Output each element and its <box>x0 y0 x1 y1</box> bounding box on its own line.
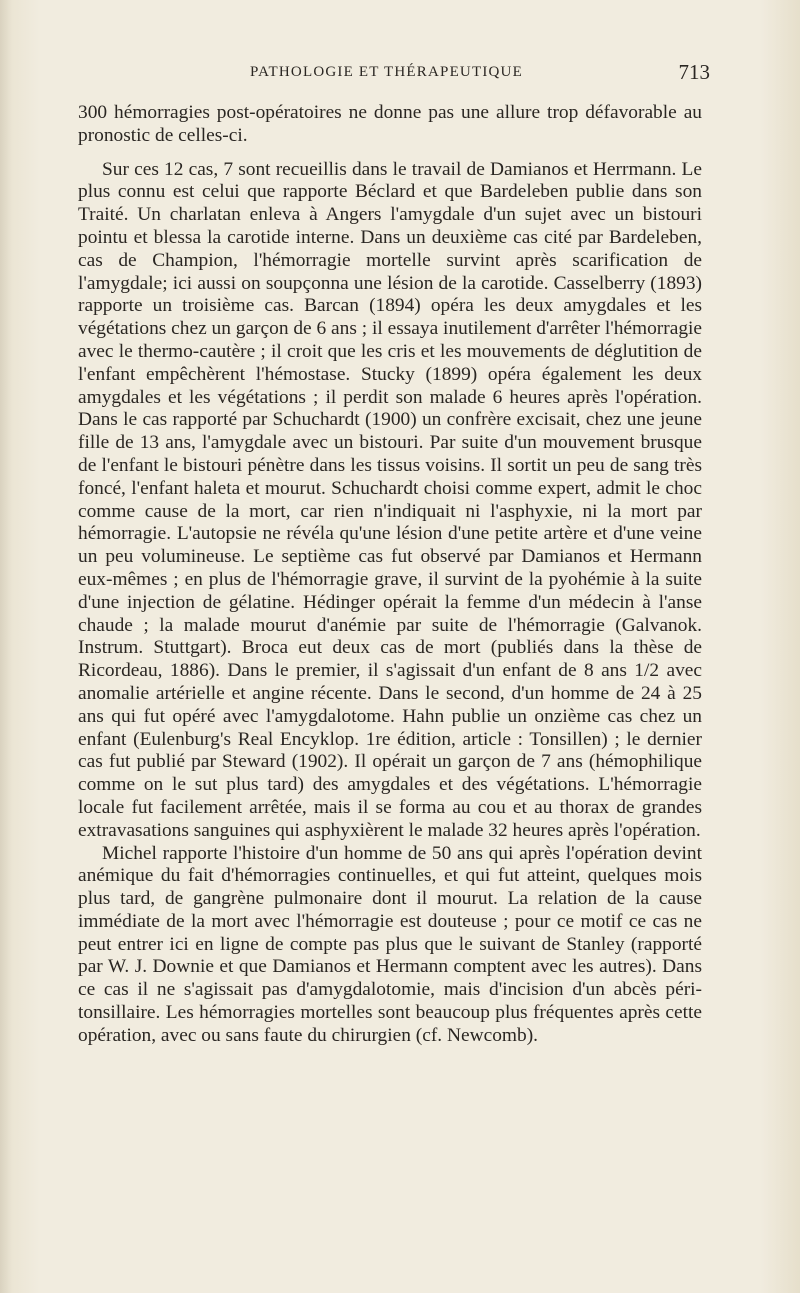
page-header <box>250 62 710 86</box>
page-number: 713 <box>678 60 710 84</box>
paragraph: Sur ces 12 cas, 7 sont recueillis dans le travail de Damianos et Herrmann. Le plus connu est celui que rapporte Béclard et que Bardeleben publie dans son Traité. Un charlatan enleva à Angers l'amygdale d'un sujet avec un bistouri pointu et blessa la carotide interne. Dans un deuxième cas cité par Bardeleben, cas de Champion, l'hémorragie mortelle survint après scarification de l'amygdale; ici aussi on soupçonna une lésion de la carotide. Casselberry (1893) rapporte un troisième cas. Barcan (1894) opéra les deux amygdales et les végétations chez un garçon de 6 ans ; il essaya inutilement d'arrêter l'hémorragie avec le thermo-cautère ; il croit que les cris et les mouvements de déglutition de l'enfant empêchèrent l'hémostase. Stucky (1899) opéra également les deux amygdales et les végétations ; il perdit son malade 6 heures après l'opération. Dans le cas rapporté par Schuchardt (1900) un confrère excisait, chez une jeune fille de 13 ans, l'amygdale avec un bistouri. Par suite d'un mouvement brusque de l'enfant le bistouri pénètre dans les tissus voisins. Il sortit un peu de sang très foncé, l'enfant haleta et mourut. Schuchardt choisi comme expert, admit le choc comme cause de la mort, car rien n'indiquait ni l'asphyxie, ni la mort par hémorragie. L'autopsie ne révéla qu'une lésion d'une petite artère et d'une veine un peu volumineuse. Le septième cas fut observé par Damianos et Hermann eux-mêmes ; en plus de l'hémorragie grave, il survint de la pyohémie à la suite d'une injection de gélatine. Hédinger opérait la femme d'un médecin à l'anse chaude ; la malade mourut d'anémie par suite de l'hémorragie (Galvanok. Instrum. Stuttgart). Broca eut deux cas de mort (publiés dans la thèse de Ricordeau, 1886). Dans le premier, il s'agissait d'un enfant de 8 ans 1/2 avec anomalie artérielle et angine récente. Dans le second, d'un homme de 24 à 25 ans qui fut opéré avec l'amygdalotome. Hahn publie un onzième cas chez un enfant (Eulenburg's Real Encyklop. 1re édition, article : Tonsillen) ; le dernier cas fut publié par Steward (1902). Il opérait un garçon de 7 ans (hémophilique comme on le sut plus tard) des amygdales et des végétations. L'hémorragie locale fut facilement arrêtée, mais il se forma au cou et au thorax de grandes extravasations sanguines qui asphyxièrent le malade 32 heures après l'opération. <box>78 158 703 841</box>
paragraph: 300 hémorragies post-opératoires ne donne pas une allure trop défavorable au pronostic de celles-ci. <box>78 102 702 146</box>
running-head: PATHOLOGIE ET THÉRAPEUTIQUE <box>250 64 523 80</box>
body-text <box>78 102 702 1048</box>
paragraph: Michel rapporte l'histoire d'un homme de 50 ans qui après l'opération devint anémique du fait d'hémorragies continuelles, et qui fut atteint, quelques mois plus tard, de gangrène pulmonaire dont il mourut. La relation de la cause immédiate de la mort avec l'hémorragie est douteuse ; pour ce motif ce cas ne peut entrer ici en ligne de compte pas plus que le suivant de Stanley (rapporté par W. J. Downie et que Damianos et Hermann comptent avec les autres). Dans ce cas il ne s'agissait pas d'amygdalotomie, mais d'incision d'un abcès péri-tonsillaire. Les hémorragies mortelles sont beaucoup plus fréquentes après cette opération, avec ou sans faute du chirurgien (cf. Newcomb). <box>78 842 702 1046</box>
